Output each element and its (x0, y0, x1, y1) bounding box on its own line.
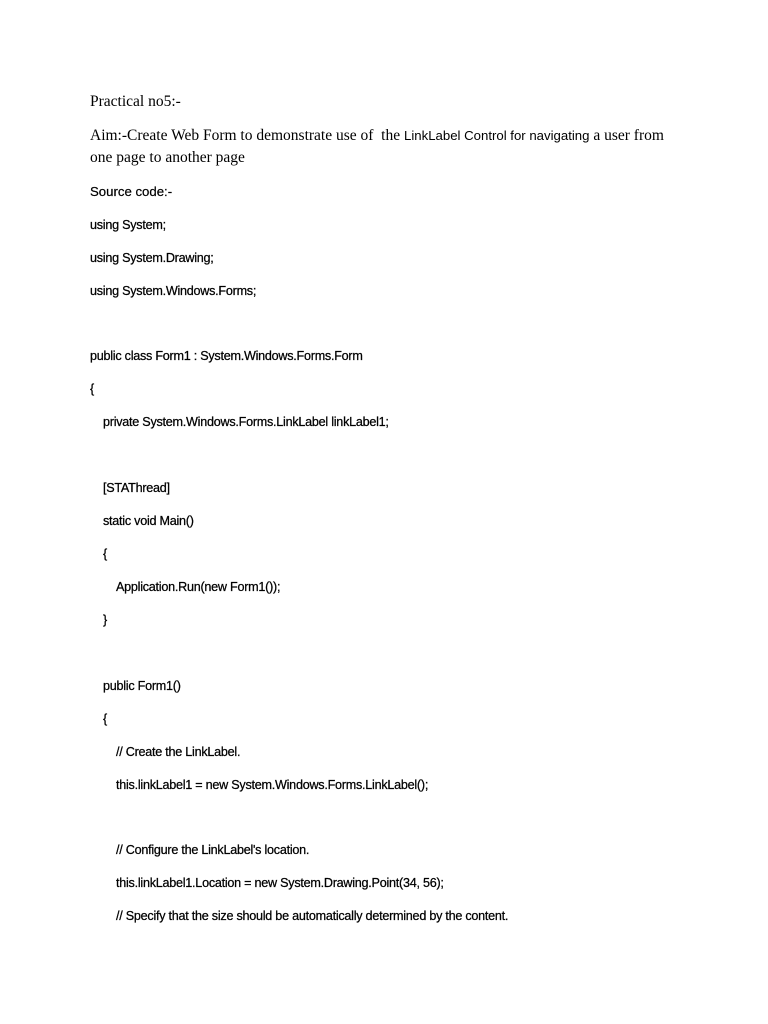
code-line-new-linklabel: this.linkLabel1 = new System.Windows.Forms.LinkLabel(); (116, 778, 429, 792)
code-line-class-open-brace: { (90, 382, 94, 396)
code-line-main-decl: static void Main() (103, 514, 194, 528)
code-line-ctor-decl: public Form1() (103, 679, 181, 693)
code-line-ctor-open-brace: { (103, 712, 107, 726)
code-line-set-location: this.linkLabel1.Location = new System.Drawing.Point(34, 56); (116, 876, 444, 890)
code-line-using-forms: using System.Windows.Forms; (90, 284, 257, 298)
code-line-field-decl: private System.Windows.Forms.LinkLabel linkLabel1; (103, 415, 389, 429)
code-line-main-close-brace: } (103, 613, 107, 627)
code-line-comment-create: // Create the LinkLabel. (116, 745, 241, 759)
aim-line-2: one page to another page (90, 149, 245, 166)
practical-title: Practical no5:- (90, 93, 181, 110)
code-line-class-decl: public class Form1 : System.Windows.Forms.Form (90, 349, 363, 363)
aim-prefix: Aim:-Create Web Form to demonstrate use of the (90, 127, 404, 144)
code-line-stathread: [STAThread] (103, 481, 170, 495)
code-line-application-run: Application.Run(new Form1()); (116, 580, 281, 594)
aim-line-1 (90, 126, 664, 146)
code-line-comment-autosize: // Specify that the size should be automatically determined by the content. (116, 909, 509, 923)
aim-suffix: a user from (589, 127, 664, 144)
aim-highlight: LinkLabel Control for navigating (404, 128, 590, 143)
code-line-main-open-brace: { (103, 547, 107, 561)
code-line-using-system: using System; (90, 218, 166, 232)
code-line-using-drawing: using System.Drawing; (90, 251, 214, 265)
code-line-comment-location: // Configure the LinkLabel's location. (116, 843, 310, 857)
source-code-label: Source code:- (90, 184, 173, 199)
